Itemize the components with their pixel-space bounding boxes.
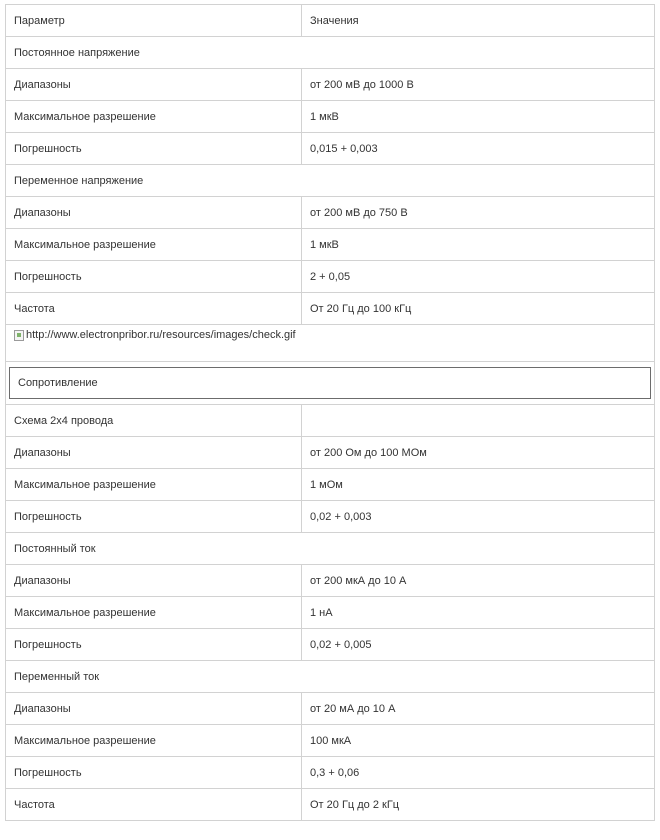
table-row	[6, 101, 655, 133]
param-label: Диапазоны	[6, 69, 302, 101]
param-value: 1 мкВ	[302, 101, 655, 133]
table-row	[6, 693, 655, 725]
table-row	[6, 725, 655, 757]
param-label: Частота	[6, 293, 302, 325]
table-header-row	[6, 5, 655, 37]
param-value: от 200 мВ до 750 В	[302, 197, 655, 229]
table-row	[6, 501, 655, 533]
param-value: 0,3 + 0,06	[302, 757, 655, 789]
param-label: Частота	[6, 789, 302, 821]
section-row-dc-current	[6, 533, 655, 565]
scheme-label: Схема 2х4 провода	[6, 405, 302, 437]
section-row-dc-voltage	[6, 37, 655, 69]
section-title: Переменный ток	[6, 661, 655, 693]
table-row	[6, 229, 655, 261]
param-value: 1 мкВ	[302, 229, 655, 261]
param-label: Погрешность	[6, 261, 302, 293]
param-value: От 20 Гц до 100 кГц	[302, 293, 655, 325]
broken-image-cell	[6, 325, 655, 362]
param-value: от 20 мА до 10 А	[302, 693, 655, 725]
section-row-ac-current	[6, 661, 655, 693]
table-row	[6, 405, 655, 437]
table-row	[6, 197, 655, 229]
table-row	[6, 597, 655, 629]
param-value: 1 нА	[302, 597, 655, 629]
section-title: Переменное напряжение	[6, 165, 655, 197]
param-value: 0,02 + 0,003	[302, 501, 655, 533]
param-label: Максимальное разрешение	[6, 597, 302, 629]
header-param-cell: Параметр	[6, 5, 302, 37]
table-row	[6, 437, 655, 469]
broken-image-row	[6, 325, 655, 362]
table-row	[6, 629, 655, 661]
broken-image-alt-text: http://www.electronpribor.ru/resources/images/check.gif	[26, 329, 296, 341]
table-row	[6, 789, 655, 821]
table-row	[6, 757, 655, 789]
section-row-resistance	[6, 362, 655, 405]
param-label: Максимальное разрешение	[6, 229, 302, 261]
table-row	[6, 293, 655, 325]
param-label: Погрешность	[6, 757, 302, 789]
param-label: Максимальное разрешение	[6, 469, 302, 501]
param-value: от 200 мВ до 1000 В	[302, 69, 655, 101]
section-title: Постоянный ток	[6, 533, 655, 565]
header-value-cell: Значения	[302, 5, 655, 37]
specifications-table	[5, 4, 655, 821]
table-row	[6, 565, 655, 597]
param-label: Максимальное разрешение	[6, 725, 302, 757]
param-value: 1 мОм	[302, 469, 655, 501]
param-value: От 20 Гц до 2 кГц	[302, 789, 655, 821]
param-value: от 200 мкА до 10 А	[302, 565, 655, 597]
param-value: 100 мкА	[302, 725, 655, 757]
section-title: Сопротивление	[18, 377, 98, 389]
param-label: Диапазоны	[6, 437, 302, 469]
table-row	[6, 133, 655, 165]
param-value: 0,015 + 0,003	[302, 133, 655, 165]
param-label: Диапазоны	[6, 197, 302, 229]
param-label: Максимальное разрешение	[6, 101, 302, 133]
param-label: Погрешность	[6, 501, 302, 533]
broken-image	[14, 329, 296, 341]
section-row-ac-voltage	[6, 165, 655, 197]
param-label: Погрешность	[6, 133, 302, 165]
resistance-title-box	[9, 367, 651, 399]
param-value: от 200 Ом до 100 МОм	[302, 437, 655, 469]
param-label: Диапазоны	[6, 693, 302, 725]
resistance-box-cell	[6, 362, 655, 405]
table-row	[6, 261, 655, 293]
broken-image-icon	[14, 330, 24, 341]
table-row	[6, 469, 655, 501]
section-title: Постоянное напряжение	[6, 37, 655, 69]
empty-cell	[302, 405, 655, 437]
param-label: Диапазоны	[6, 565, 302, 597]
table-row	[6, 69, 655, 101]
param-value: 0,02 + 0,005	[302, 629, 655, 661]
param-value: 2 + 0,05	[302, 261, 655, 293]
param-label: Погрешность	[6, 629, 302, 661]
